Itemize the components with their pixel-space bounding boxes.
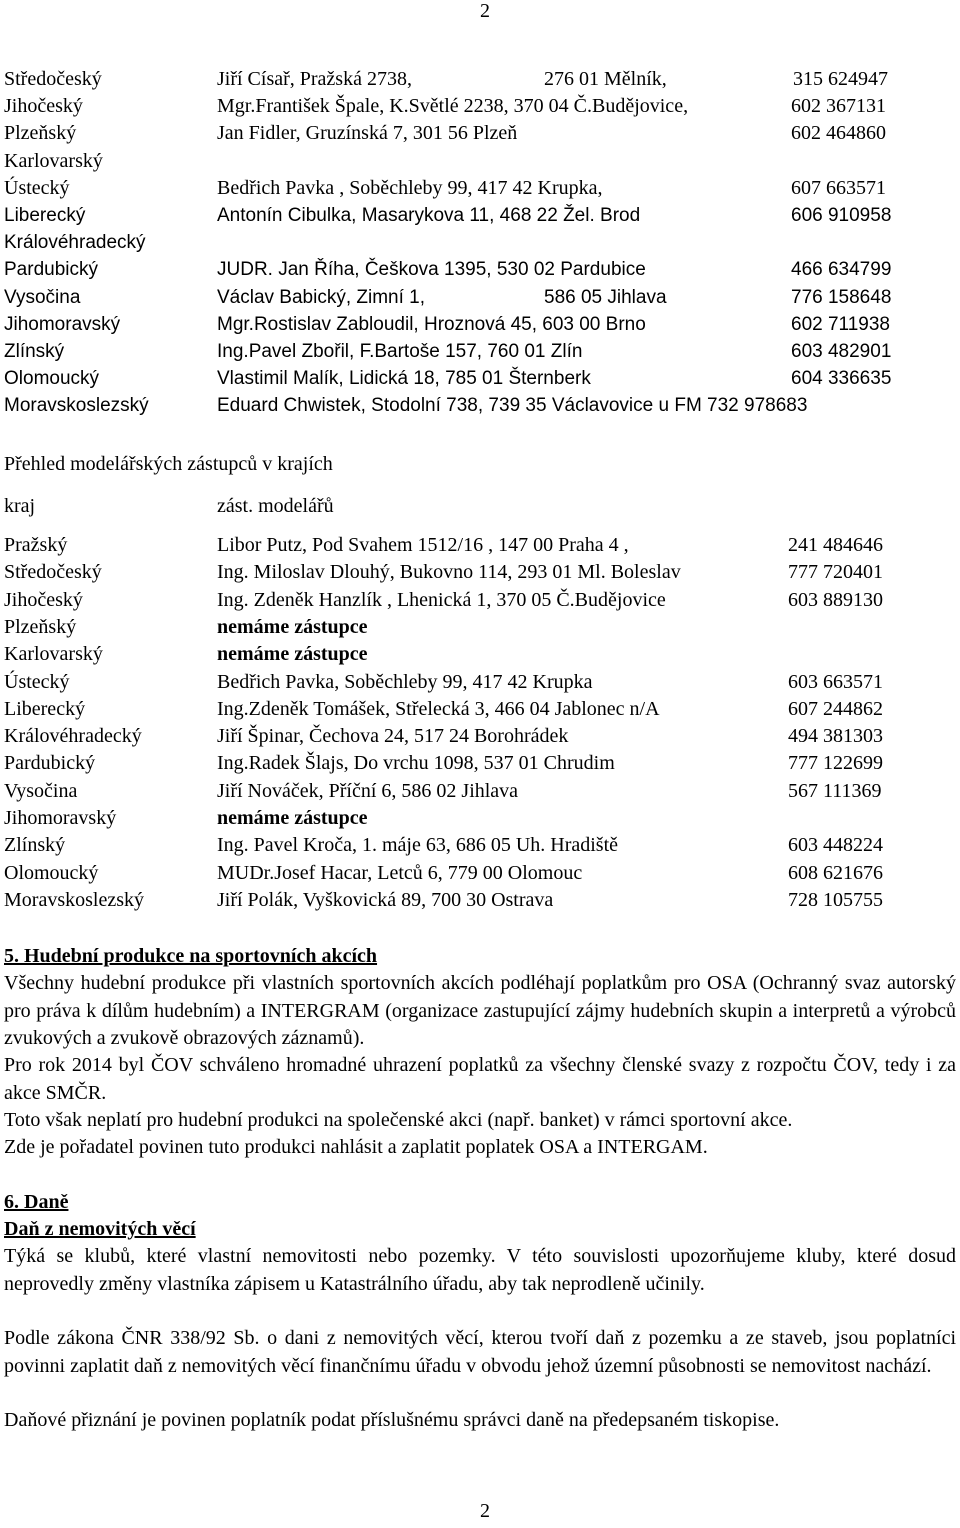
paragraph-organizer-duty: Zde je pořadatel povinen tuto produkci nahlásit a zaplatit poplatek OSA a INTERGAM.	[4, 1136, 708, 1158]
phone-number: 603 889130	[788, 588, 883, 611]
representative-contact: Ing.Radek Šlajs, Do vrchu 1098, 537 01 Chrudim	[217, 752, 615, 775]
region-name: Plzeňský	[4, 122, 77, 145]
contact-person: Vlastimil Malík, Lidická 18, 785 01 Šternberk	[217, 368, 591, 390]
region-name: Olomoucký	[4, 368, 100, 390]
section-title-model-representatives: Přehled modelářských zástupců v krajích	[4, 453, 333, 475]
table-row	[0, 778, 960, 805]
table-row	[0, 696, 960, 723]
phone-number: 607 244862	[788, 697, 883, 720]
representative-contact: Jiří Špinar, Čechova 24, 517 24 Borohrádek	[217, 725, 569, 748]
table-row	[0, 93, 960, 120]
table-header-region: kraj	[4, 495, 36, 517]
table-row	[0, 559, 960, 586]
contact-person: Jiří Císař, Pražská 2738,	[217, 68, 412, 90]
representative-contact: Jiří Nováček, Příční 6, 586 02 Jihlava	[217, 779, 519, 802]
table-header-representative: zást. modelářů	[217, 495, 334, 517]
region-name: Karlovarský	[4, 149, 103, 172]
table-row	[0, 338, 960, 365]
representative-contact: Ing. Miloslav Dlouhý, Bukovno 114, 293 01 Ml. Boleslav	[217, 561, 681, 584]
table-row	[0, 175, 960, 202]
contact-person: Mgr.František Špale, K.Světlé 2238, 370 04 Č.Budějovice,	[217, 95, 689, 118]
contact-person: Ing.Pavel Zbořil, F.Bartoše 157, 760 01 Zlín	[217, 341, 583, 362]
subheading-property-tax: Daň z nemovitých věcí	[4, 1218, 196, 1240]
no-representative-label: nemáme zástupce	[217, 643, 368, 666]
paragraph-exception: Toto však neplatí pro hudební produkci na společenské akci (např. banket) v rámci sportovní akce.	[4, 1109, 793, 1131]
table-row	[0, 805, 960, 832]
phone-number: 607 663571	[791, 176, 886, 199]
contact-person: Eduard Chwistek, Stodolní 738, 739 35 Václavovice u FM 732 978683	[217, 395, 808, 417]
region-name: Jihomoravský	[4, 313, 121, 335]
phone-number: 603 482901	[791, 341, 892, 362]
contact-person: Jan Fidler, Gruzínská 7, 301 56 Plzeň	[217, 122, 518, 145]
contact-person: Bedřich Pavka , Soběchleby 99, 417 42 Krupka,	[217, 176, 603, 199]
table-row	[0, 66, 960, 93]
phone-number: 776 158648	[791, 286, 892, 308]
contact-person: Václav Babický, Zimní 1,	[217, 286, 426, 308]
table-row	[0, 887, 960, 914]
postal-address: 276 01 Mělník,	[544, 68, 667, 90]
region-name: Plzeňský	[4, 615, 77, 638]
table-row	[0, 392, 960, 419]
section-heading-music: 5. Hudební produkce na sportovních akcích	[4, 945, 378, 967]
paragraph-music-fees: Všechny hudební produkce při vlastních sportovních akcích podléhají poplatkům pro OSA (Ochranný svaz autorský pro práva k dílům hudebním) a INTERGRAM (organizace zastupující zájmy hudebních skupin a interpretů a výrobců zvukových a zvukově obrazových záznamů).	[4, 972, 956, 1049]
page-number-top: 2	[480, 0, 490, 22]
table-row	[0, 229, 960, 256]
paragraph-law-reference: Podle zákona ČNR 338/92 Sb. o dani z nemovitých věcí, kterou tvoří daň z pozemku a ze staveb, jsou poplatníci povinni zaplatit daň z nemovitých věcí finančnímu úřadu v obvodu jehož územní působnosti se nemovitost nachází.	[4, 1327, 956, 1377]
phone-number: 602 711938	[791, 313, 890, 335]
table-row	[0, 256, 960, 283]
representative-contact: MUDr.Josef Hacar, Letců 6, 779 00 Olomouc	[217, 861, 583, 884]
phone-number: 466 634799	[791, 259, 892, 281]
region-name: Jihomoravský	[4, 807, 117, 829]
region-name: Královéhradecký	[4, 725, 142, 748]
table-row	[0, 532, 960, 559]
table-row	[0, 284, 960, 311]
region-name: Pardubický	[4, 259, 98, 281]
representative-contact: Jiří Polák, Vyškovická 89, 700 30 Ostrava	[217, 888, 554, 911]
phone-number: 315 624947	[793, 68, 888, 90]
region-name: Pardubický	[4, 752, 96, 775]
page-number-bottom: 2	[480, 1500, 490, 1522]
region-name: Liberecký	[4, 697, 86, 720]
region-name: Karlovarský	[4, 643, 103, 666]
region-name: Zlínský	[4, 834, 66, 857]
phone-number: 603 663571	[788, 670, 883, 693]
table-row	[0, 148, 960, 175]
region-name: Středočeský	[4, 561, 102, 584]
phone-number: 606 910958	[791, 205, 892, 226]
phone-number: 602 464860	[791, 122, 886, 145]
table-row	[0, 750, 960, 777]
region-name: Vysočina	[4, 286, 81, 308]
region-name: Královéhradecký	[4, 232, 146, 254]
table-row	[0, 202, 960, 229]
representative-contact: Ing. Zdeněk Hanzlík , Lhenická 1, 370 05 Č.Budějovice	[217, 588, 666, 611]
no-representative-label: nemáme zástupce	[217, 615, 368, 638]
region-name: Liberecký	[4, 205, 86, 226]
table-row	[0, 723, 960, 750]
table-row	[0, 832, 960, 859]
table-row	[0, 311, 960, 338]
contact-person: Mgr.Rostislav Zabloudil, Hroznová 45, 603 00 Brno	[217, 313, 646, 335]
region-name: Vysočina	[4, 779, 78, 802]
paragraph-tax-return: Daňové přiznání je povinen poplatník podat příslušnému správci daně na předepsaném tiskopise.	[4, 1409, 780, 1431]
region-name: Olomoucký	[4, 861, 99, 884]
phone-number: 602 367131	[791, 95, 886, 118]
contact-person: JUDR. Jan Říha, Češkova 1395, 530 02 Pardubice	[217, 259, 646, 281]
phone-number: 494 381303	[788, 725, 883, 748]
region-name: Pražský	[4, 534, 68, 556]
phone-number: 241 484646	[788, 534, 883, 556]
table-row	[0, 641, 960, 668]
region-name: Moravskoslezský	[4, 888, 144, 911]
table-row	[0, 120, 960, 147]
table-row	[0, 587, 960, 614]
region-name: Středočeský	[4, 68, 102, 90]
region-name: Moravskoslezský	[4, 395, 149, 417]
region-name: Ústecký	[4, 670, 70, 693]
table-row	[0, 614, 960, 641]
region-name: Ústecký	[4, 176, 70, 199]
phone-number: 567 111369	[788, 779, 882, 802]
representative-contact: Ing.Zdeněk Tomášek, Střelecká 3, 466 04 Jablonec n/A	[217, 697, 660, 720]
region-name: Jihočeský	[4, 588, 83, 611]
representative-contact: Bedřich Pavka, Soběchleby 99, 417 42 Krupka	[217, 670, 593, 693]
paragraph-property-owners: Týká se klubů, které vlastní nemovitosti nebo pozemky. V této souvislosti upozorňujeme kluby, které dosud neprovedly změny vlastníka zápisem u Katastrálního úřadu, aby tak neprodleně učinily.	[4, 1245, 956, 1295]
phone-number: 728 105755	[788, 888, 883, 911]
representative-contact: Ing. Pavel Kroča, 1. máje 63, 686 05 Uh. Hradiště	[217, 834, 619, 857]
region-name: Zlínský	[4, 341, 65, 362]
contact-person: Antonín Cibulka, Masarykova 11, 468 22 Žel. Brod	[217, 205, 641, 226]
postal-address: 586 05 Jihlava	[544, 286, 667, 308]
region-name: Jihočeský	[4, 95, 83, 118]
phone-number: 777 720401	[788, 561, 883, 584]
phone-number: 777 122699	[788, 752, 883, 775]
phone-number: 608 621676	[788, 861, 883, 884]
paragraph-cov-payment: Pro rok 2014 byl ČOV schváleno hromadné uhrazení poplatků za všechny členské svazy z rozpočtu ČOV, tedy i za akce SMČR.	[4, 1054, 956, 1104]
phone-number: 604 336635	[791, 368, 892, 390]
table-row	[0, 669, 960, 696]
table-row	[0, 365, 960, 392]
section-heading-taxes: 6. Daně	[4, 1191, 69, 1213]
representative-contact: Libor Putz, Pod Svahem 1512/16 , 147 00 Praha 4 ,	[217, 534, 629, 556]
no-representative-label: nemáme zástupce	[217, 807, 368, 829]
table-row	[0, 860, 960, 887]
phone-number: 603 448224	[788, 834, 883, 857]
